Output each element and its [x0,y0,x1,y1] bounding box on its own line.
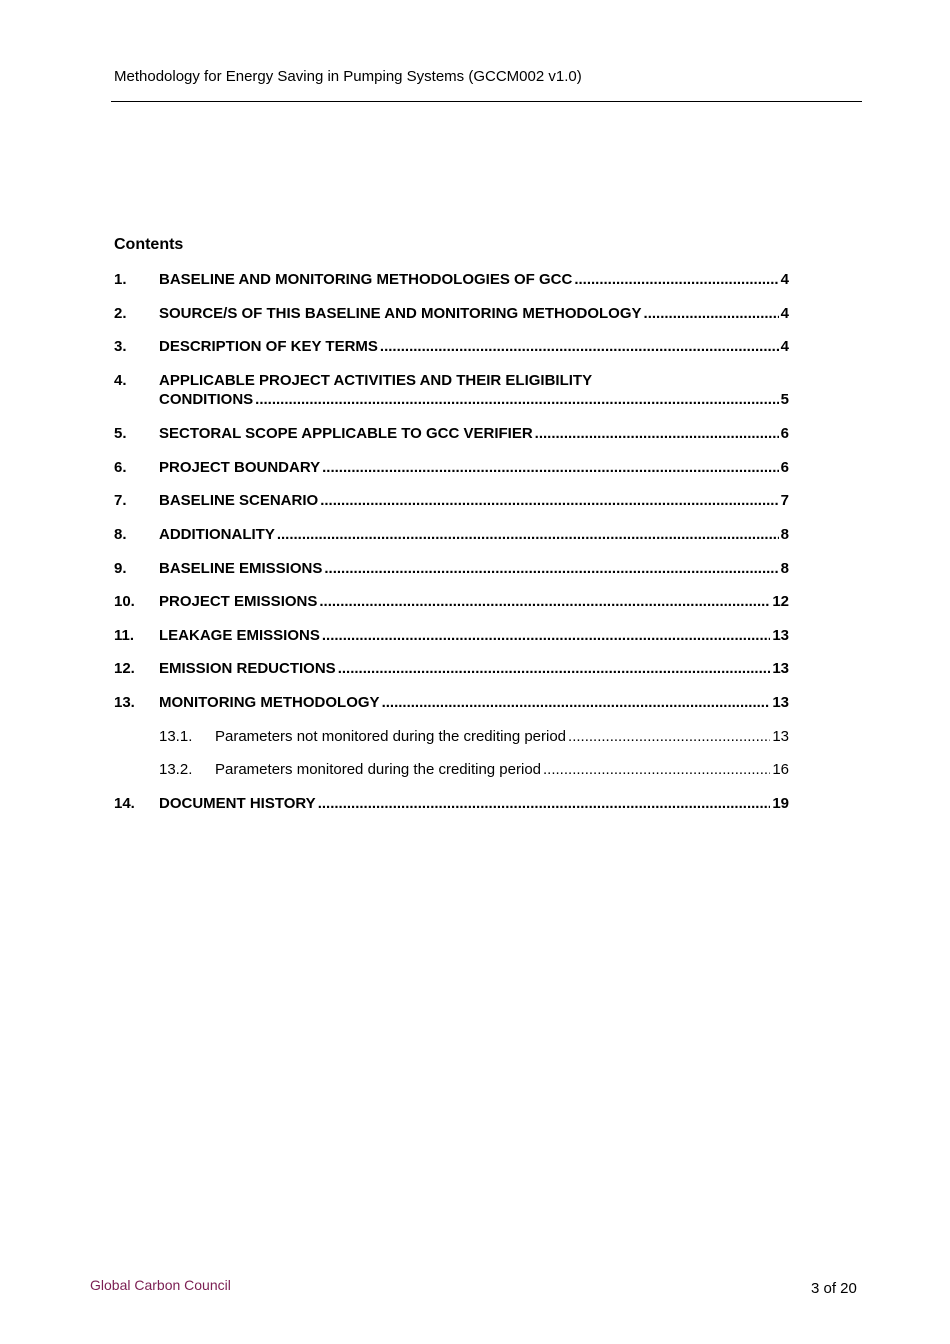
toc-text: EMISSION REDUCTIONS [159,660,336,677]
dot-leader [322,626,770,645]
toc-entry-6[interactable] [114,458,789,477]
toc-text: DESCRIPTION OF KEY TERMS [159,338,378,355]
dot-leader [574,270,778,289]
toc-number: 3. [114,338,127,355]
dot-leader [568,727,770,746]
dot-leader [324,559,778,578]
toc-page: 8 [780,526,789,543]
toc-text: DOCUMENT HISTORY [159,795,316,812]
toc-entry-9[interactable] [114,559,789,578]
toc-entry-2[interactable] [114,304,789,323]
toc-page: 7 [780,492,789,509]
toc-page: 13 [772,627,789,644]
toc-title: Contents [114,236,184,253]
toc-subentry-13-1[interactable] [114,727,789,746]
toc-entry-8[interactable] [114,525,789,544]
toc-number: 12. [114,660,135,677]
page-number: 3 of 20 [811,1280,857,1297]
toc-page: 13 [772,694,789,711]
dot-leader [338,659,771,678]
toc-text: SECTORAL SCOPE APPLICABLE TO GCC VERIFIER [159,425,533,442]
toc-page: 4 [780,271,789,288]
dot-leader [543,760,770,779]
toc-number: 14. [114,795,135,812]
toc-entry-14[interactable] [114,794,789,813]
dot-leader [277,525,779,544]
toc-page: 4 [780,338,789,355]
toc-page: 13 [772,728,789,745]
toc-page: 13 [772,660,789,677]
toc-entry-11[interactable] [114,626,789,645]
toc-text: LEAKAGE EMISSIONS [159,627,320,644]
header-divider [111,101,862,102]
toc-number: 13.2. [159,761,193,778]
toc-page: 8 [780,560,789,577]
toc-text: SOURCE/S OF THIS BASELINE AND MONITORING METHODOLOGY [159,305,642,322]
toc-entry-10[interactable] [114,592,789,611]
toc-entry-7[interactable] [114,491,789,510]
toc-entry-13[interactable] [114,693,789,712]
dot-leader [318,794,771,813]
dot-leader [255,390,778,409]
toc-subentry-13-2[interactable] [114,760,789,779]
toc-text-line1: APPLICABLE PROJECT ACTIVITIES AND THEIR ELIGIBILITY [159,372,593,389]
dot-leader [644,304,779,323]
footer-organization: Global Carbon Council [90,1277,231,1293]
running-header: Methodology for Energy Saving in Pumping Systems (GCCM002 v1.0) [114,68,582,85]
toc-entry-5[interactable] [114,424,789,443]
toc-page: 6 [780,425,789,442]
toc-text: MONITORING METHODOLOGY [159,694,380,711]
toc-entry-1[interactable] [114,270,789,289]
dot-leader [320,491,778,510]
toc-number: 13. [114,694,135,711]
toc-text: PROJECT BOUNDARY [159,459,321,476]
dot-leader [535,424,779,443]
toc-page: 5 [780,391,789,408]
toc-number: 5. [114,425,127,442]
toc-number: 4. [114,372,127,389]
toc-number: 1. [114,271,127,288]
toc-text: BASELINE SCENARIO [159,492,319,509]
toc-number: 2. [114,305,127,322]
dot-leader [322,458,779,477]
toc-number: 8. [114,526,127,543]
toc-text: Parameters monitored during the crediting period [215,761,542,778]
toc-number: 10. [114,593,135,610]
toc-entry-3[interactable] [114,337,789,356]
toc-number: 6. [114,459,127,476]
toc-page: 6 [780,459,789,476]
toc-text: PROJECT EMISSIONS [159,593,318,610]
toc-page: 16 [772,761,789,778]
toc-page: 19 [772,795,789,812]
toc-page: 12 [772,593,789,610]
toc-number: 11. [114,627,135,644]
dot-leader [382,693,771,712]
dot-leader [380,337,779,356]
toc-page: 4 [780,305,789,322]
toc-text: ADDITIONALITY [159,526,275,543]
toc-entry-4[interactable] [114,371,789,409]
toc-text: CONDITIONS [159,391,254,408]
toc-number: 13.1. [159,728,193,745]
toc-text: BASELINE EMISSIONS [159,560,323,577]
toc-number: 7. [114,492,127,509]
dot-leader [319,592,770,611]
toc-text: Parameters not monitored during the crediting period [215,728,567,745]
toc-entry-12[interactable] [114,659,789,678]
toc-text: BASELINE AND MONITORING METHODOLOGIES OF GCC [159,271,573,288]
toc-number: 9. [114,560,127,577]
